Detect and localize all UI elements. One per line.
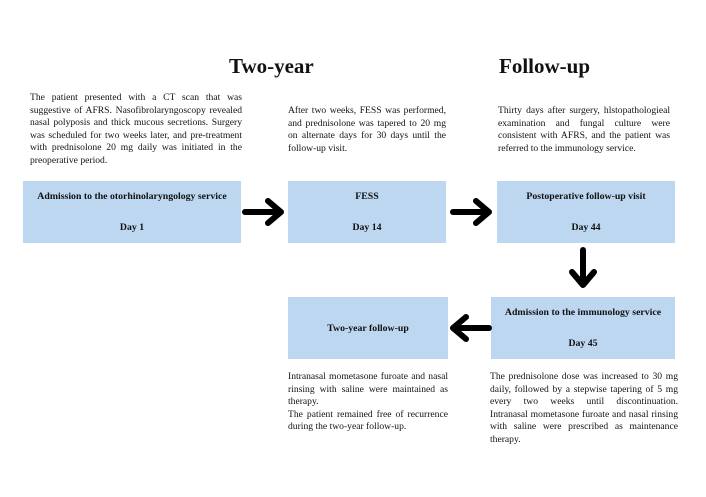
twoyear-description-text-1: Intranasal mometasone furoate and nasal rinsing with saline were maintained as therapy. (288, 371, 448, 408)
immunology-box (491, 297, 675, 359)
twoyear-description-text-2: The patient remained free of recurrence during the two-year follow-up. (288, 408, 448, 433)
immunology-description (490, 371, 678, 447)
fess-box-label: FESS (355, 191, 379, 202)
postop-description-text: Thirty days after surgery, hlstopathologieal examination and fungal culture were consistent with AFRS, and the patient was referred to the immunology service. (498, 105, 670, 154)
twoyear-box (288, 297, 448, 359)
postop-box (497, 181, 675, 243)
postop-description (498, 105, 670, 155)
admission-box-label: Admission to the otorhinolaryngology service (37, 191, 227, 202)
title-left: Two-year (229, 54, 314, 78)
twoyear-description (288, 371, 448, 434)
immunology-description-text: The prednisolone dose was increased to 30 mg daily, followed by a stepwise tapering of 5 mg every two weeks until discontinuation. Intranasal mometasone furoate and nasal rinsing with saline were prescribed as maintenance therapy. (490, 371, 678, 445)
arrow-right-icon (242, 197, 288, 227)
twoyear-box-label: Two-year follow-up (327, 322, 409, 334)
fess-box (288, 181, 446, 243)
admission-box-day: Day 1 (119, 222, 145, 233)
postop-box-label: Postoperative follow-up visit (526, 191, 646, 202)
title-right: Follow-up (499, 54, 591, 78)
arrow-down-icon (568, 247, 598, 291)
admission-description-text: The patient presented with a CT scan that was suggestive of AFRS. Nasofibrolaryngoscopy revealed nasal polyposis and thick mucous secretions. Surgery was scheduled for two weeks later, and pre-treatment with prednisolone 20 mg daily was initiated in the preoperative period. (30, 92, 242, 166)
immunology-box-day: Day 45 (568, 338, 598, 349)
immunology-box-label: Admission to the immunology service (504, 307, 662, 318)
fess-box-day: Day 14 (352, 222, 382, 233)
fess-description (288, 105, 446, 155)
admission-description (30, 92, 242, 168)
admission-box (23, 181, 241, 243)
postop-box-day: Day 44 (571, 222, 601, 233)
arrow-right-icon (450, 197, 496, 227)
arrow-left-icon (446, 313, 492, 343)
fess-description-text: After two weeks, FESS was performed, and prednisolone was tapered to 20 mg on alternate days for 30 days until the follow-up visit. (288, 105, 446, 154)
